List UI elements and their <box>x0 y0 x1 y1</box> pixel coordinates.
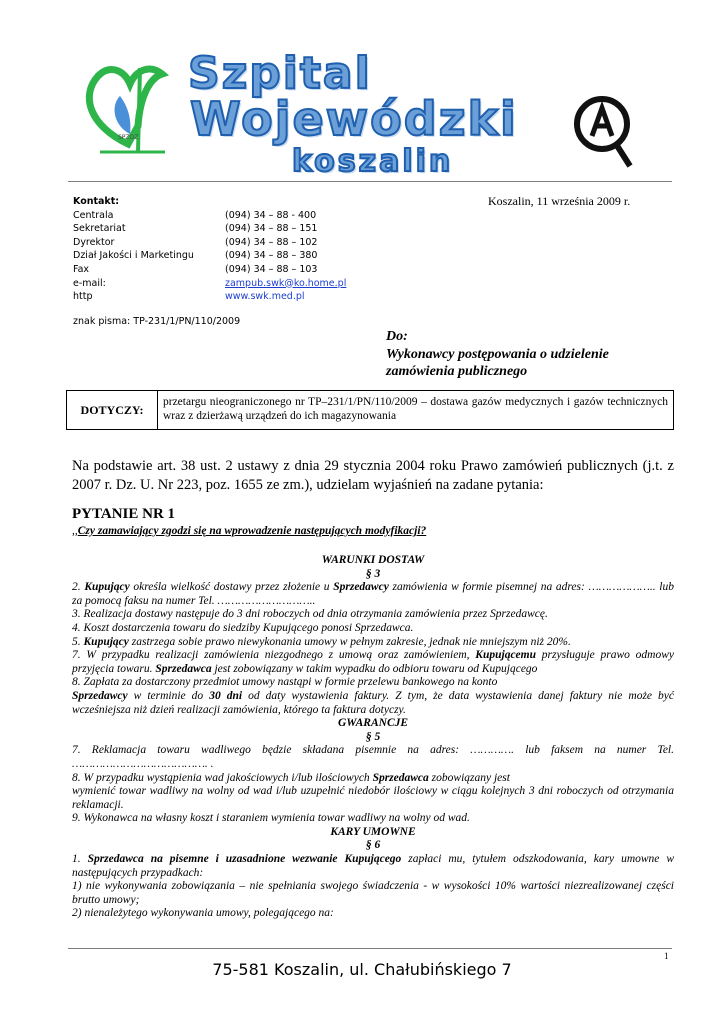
contact-value: (094) 34 – 88 - 400 <box>225 209 317 221</box>
recipient-block <box>386 328 676 381</box>
contact-row <box>73 236 346 250</box>
clause: 1) nie wykonywania zobowiązania – nie spełniania swojego świadczenia - w wysokości 10% wartości niezrealizowanej części brutto umowy; <box>72 880 674 906</box>
clause-text: 5. <box>72 635 84 648</box>
clause-bold: Kupujący <box>83 635 129 648</box>
question-body: Czy zamawiający zgodzi się na wprowadzenie następujących modyfikacji? <box>77 525 427 537</box>
quality-certificate-icon <box>572 92 634 172</box>
contact-row <box>73 222 346 236</box>
quote-mark: ,, <box>72 525 78 537</box>
clause: 9. Wykonawca na własny koszt i staraniem wymienia towar wadliwy na wolny od wad. <box>72 812 470 825</box>
clause-bold: Sprzedawcy <box>333 581 389 594</box>
clause-bold: Sprzedawca <box>155 662 212 675</box>
contact-heading: Kontakt: <box>73 196 120 207</box>
contact-label: Centrala <box>73 209 114 221</box>
subject-text: przetargu nieograniczonego nr TP–231/1/PN/110/2009 – dostawa gazów medycznych i gazów technicznych wraz z dzierżawą urządzeń do ich magazynowania <box>163 396 668 422</box>
email-label: e-mail: <box>73 277 106 289</box>
clause-text: określa wielkość dostawy przez złożenie u <box>129 581 334 594</box>
section-title: GWARANCJE <box>337 717 409 730</box>
clause: 3. Realizacja dostawy następuje do 3 dni roboczych od dnia otrzymania zamówienia przez Sprzedawcę. <box>72 608 548 621</box>
footer-address: 75-581 Koszalin, ul. Chałubińskiego 7 <box>212 960 512 979</box>
clause: 2) nienależytego wykonywania umowy, polegającego na: <box>72 907 334 920</box>
document-body <box>72 554 674 921</box>
clause-bold: Kupującemu <box>475 649 537 662</box>
clause-bold: Sprzedawca na pisemne i uzasadnione wezwanie Kupującego <box>87 853 402 866</box>
clause-text: 7. W przypadku realizacji zamówienia niezgodnego z umową oraz zamówieniem, <box>72 649 476 662</box>
contact-row-www <box>73 290 346 304</box>
footer-divider <box>68 948 672 949</box>
section-paragraph: § 5 <box>365 730 381 743</box>
email-link[interactable]: zampub.swk@ko.home.pl <box>225 277 347 289</box>
clause-text: zapłaci mu, tytułem odszkodowania, kary umowne w następujących przypadkach: <box>72 853 675 879</box>
contact-row <box>73 209 346 223</box>
section-title: KARY UMOWNE <box>330 825 416 838</box>
contact-label: Fax <box>73 263 90 275</box>
subject-box <box>66 390 674 430</box>
section-title: WARUNKI DOSTAW <box>321 554 425 566</box>
page-number: 1 <box>664 951 669 961</box>
clause: wymienić towar wadliwy na wolny od wad i/lub uzupełnić niedobór ilościowy w ciągu kolejnych 3 dni roboczych od otrzymania reklamacji. <box>72 785 674 811</box>
clause-text: przysługuje prawo odmowy przyjęcia towaru. <box>72 649 675 675</box>
contact-label: Dyrektor <box>73 236 115 248</box>
clause-text: 1. <box>72 853 88 866</box>
contact-value: (094) 34 – 88 – 380 <box>225 250 318 262</box>
clause-text: zamówienia w formie pisemnej na adres: ……………….. lub za pomocą faksu na numer Tel. ……………………….. <box>72 581 674 607</box>
intro-paragraph: Na podstawie art. 38 ust. 2 ustawy z dnia 29 stycznia 2004 roku Prawo zamówień publicznych (j.t. z 2007 r. Dz. U. Nr 223, poz. 1655 ze zm.), udzielam wyjaśnień na zadane pytania: <box>72 458 674 493</box>
question-text <box>72 525 426 537</box>
contact-row <box>73 263 346 277</box>
heart-leaf-icon <box>80 56 180 156</box>
clause <box>72 581 674 608</box>
recipient-do: Do: <box>386 329 408 344</box>
clause-bold: Sprzedawca <box>372 771 429 784</box>
contact-row-email <box>73 277 346 291</box>
clause-bold: Sprzedawcy <box>72 689 128 702</box>
logo-line-wojewodzki: Wojewódzki <box>190 92 518 146</box>
clause <box>72 636 674 650</box>
place-date: Koszalin, 11 września 2009 r. <box>488 194 631 208</box>
clause <box>72 772 674 786</box>
hospital-logo <box>80 48 640 179</box>
http-label: http <box>73 291 93 303</box>
contact-block <box>73 195 346 304</box>
logo-line-szpital: Szpital <box>188 48 372 99</box>
contact-label: Sekretariat <box>73 223 126 235</box>
clause <box>72 649 674 676</box>
clause: 7. Reklamacja towaru wadliwego będzie składana pisemnie na adres: …………. lub faksem na numer Tel. …………………………………. . <box>72 744 674 770</box>
clause-text: zastrzega sobie prawo niewykonania umowy w pełnym zakresie, jednak nie mniejszym niż 20%. <box>128 635 571 648</box>
contact-label: Dział Jakości i Marketingu <box>73 250 194 262</box>
recipient-line: Wykonawcy postępowania o udzielenie <box>386 346 609 362</box>
clause-text: 2. <box>72 581 85 594</box>
clause <box>72 853 674 880</box>
reference-number: znak pisma: TP-231/1/PN/110/2009 <box>73 316 241 327</box>
contact-value: (094) 34 – 88 – 151 <box>225 223 318 235</box>
clause: 4. Koszt dostarczenia towaru do siedziby Kupującego ponosi Sprzedawca. <box>72 621 414 634</box>
section-paragraph: § 3 <box>365 567 381 580</box>
section-paragraph: § 6 <box>365 839 381 852</box>
clause-text: jest zobowiązany w takim wypadku do odbioru towaru od Kupującego <box>211 662 538 675</box>
logo-line-koszalin: koszalin <box>292 144 454 179</box>
subject-label: DOTYCZY: <box>67 391 158 429</box>
clause-bold: 30 dni <box>209 689 243 702</box>
header-divider <box>68 181 672 182</box>
website-link[interactable]: www.swk.med.pl <box>225 291 305 303</box>
clause-text: 8. W przypadku wystąpienia wad jakościowych i/lub ilościowych <box>72 771 373 784</box>
question-title: PYTANIE NR 1 <box>72 506 176 522</box>
clause-text: w terminie do <box>127 689 210 702</box>
clause: 8. Zapłata za dostarczony przedmiot umowy nastąpi w formie przelewu bankowego na konto <box>72 676 498 689</box>
recipient-line: zamówienia publicznego <box>386 364 528 379</box>
clause <box>72 690 674 717</box>
contact-row <box>73 249 346 263</box>
clause-text: zobowiązany jest <box>428 771 510 784</box>
contact-value: (094) 34 – 88 – 102 <box>225 236 318 248</box>
clause-bold: Kupujący <box>84 581 130 594</box>
clause-text: od daty wystawienia faktury. Z tym, że data wystawienia danej faktury nie może być wcześniejsza niż dzień realizacji zamówienia, którego ta faktura dotyczy. <box>72 689 675 716</box>
contact-value: (094) 34 – 88 – 103 <box>225 263 318 275</box>
spzoz-label: SPZOZ <box>118 134 139 141</box>
